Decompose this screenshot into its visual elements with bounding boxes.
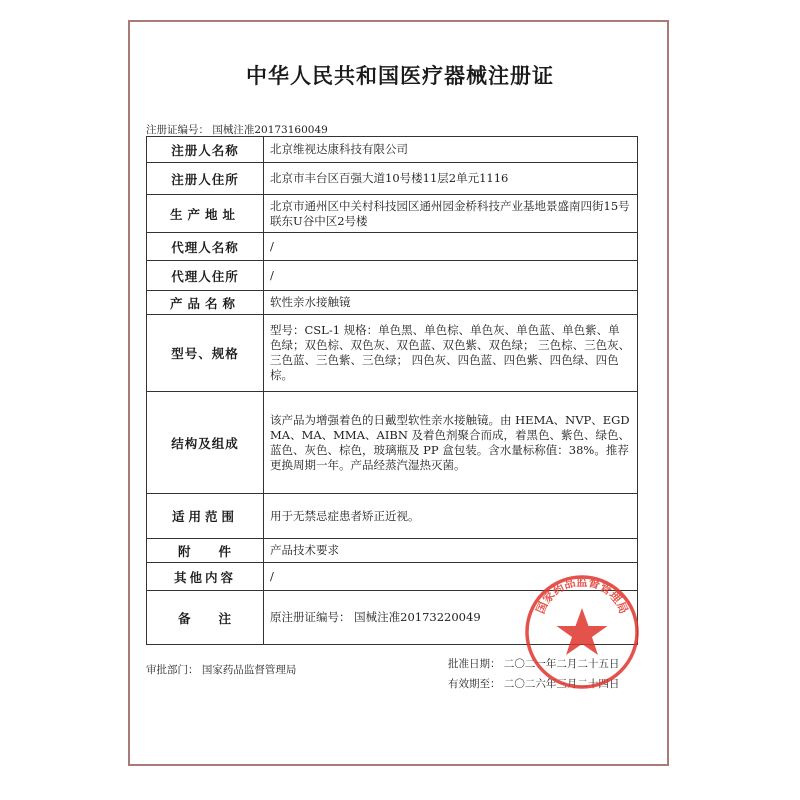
- field-label: 代理人名称: [147, 233, 264, 261]
- field-label: 附件: [147, 539, 264, 563]
- seal-star-icon: [557, 608, 608, 655]
- approval-date: 批准日期： 二〇二一年二月二十五日: [448, 658, 620, 670]
- field-value: 北京市通州区中关村科技园区通州园金桥科技产业基地景盛南四街15号联东U谷中区2号楼: [264, 195, 638, 233]
- table-row: [147, 137, 638, 163]
- field-value: 原注册证编号： 国械注准20173220049: [264, 591, 638, 645]
- field-value: 北京市丰台区百强大道10号楼11层2单元1116: [264, 163, 638, 195]
- field-value: 北京维视达康科技有限公司: [264, 137, 638, 163]
- certificate-table: [146, 136, 638, 645]
- document-title: 中华人民共和国医疗器械注册证: [246, 64, 554, 88]
- field-label: 备注: [147, 591, 264, 645]
- field-label: 生产地址: [147, 195, 264, 233]
- field-label: 结构及组成: [147, 392, 264, 494]
- field-label: 注册人名称: [147, 137, 264, 163]
- table-row: [147, 392, 638, 494]
- field-label: 型号、规格: [147, 315, 264, 392]
- table-row: [147, 494, 638, 539]
- field-value: 型号：CSL-1 规格：单色黑、单色棕、单色灰、单色蓝、单色紫、单色绿；双色棕、双色灰、双色蓝、双色紫、双色绿； 三色棕、三色灰、三色蓝、三色紫、三色绿； 四色灰、四色蓝、四色紫、四色绿、四色棕。: [264, 315, 638, 392]
- table-row: [147, 315, 638, 392]
- table-row: [147, 163, 638, 195]
- table-row: [147, 539, 638, 563]
- field-label: 其他内容: [147, 563, 264, 591]
- field-value: /: [264, 563, 638, 591]
- table-row: [147, 195, 638, 233]
- official-seal-icon: [522, 572, 642, 692]
- field-value: 产品技术要求: [264, 539, 638, 563]
- field-value: /: [264, 261, 638, 291]
- field-value: 该产品为增强着色的日戴型软性亲水接触镜。由 HEMA、NVP、EGDMA、MA、MMA、AIBN 及着色剂聚合而成，着黑色、紫色、绿色、蓝色、灰色、棕色，玻璃瓶及 PP 盒包装。含水量标称值：38%。推荐更换周期一年。产品经蒸汽湿热灭菌。: [264, 392, 638, 494]
- registration-number: 注册证编号： 国械注准20173160049: [146, 124, 328, 136]
- field-label: 产品名称: [147, 291, 264, 315]
- table-row: [147, 291, 638, 315]
- field-value: 用于无禁忌症患者矫正近视。: [264, 494, 638, 539]
- field-label: 适用范围: [147, 494, 264, 539]
- valid-until-date: 有效期至： 二〇二六年三月二十四日: [448, 678, 620, 690]
- seal-text: 国家药品监督管理局: [533, 574, 631, 616]
- table-row: [147, 261, 638, 291]
- approval-department: 审批部门： 国家药品监督管理局: [146, 664, 297, 676]
- field-label: 注册人住所: [147, 163, 264, 195]
- field-value: /: [264, 233, 638, 261]
- field-value: 软性亲水接触镜: [264, 291, 638, 315]
- table-row: [147, 233, 638, 261]
- field-label: 代理人住所: [147, 261, 264, 291]
